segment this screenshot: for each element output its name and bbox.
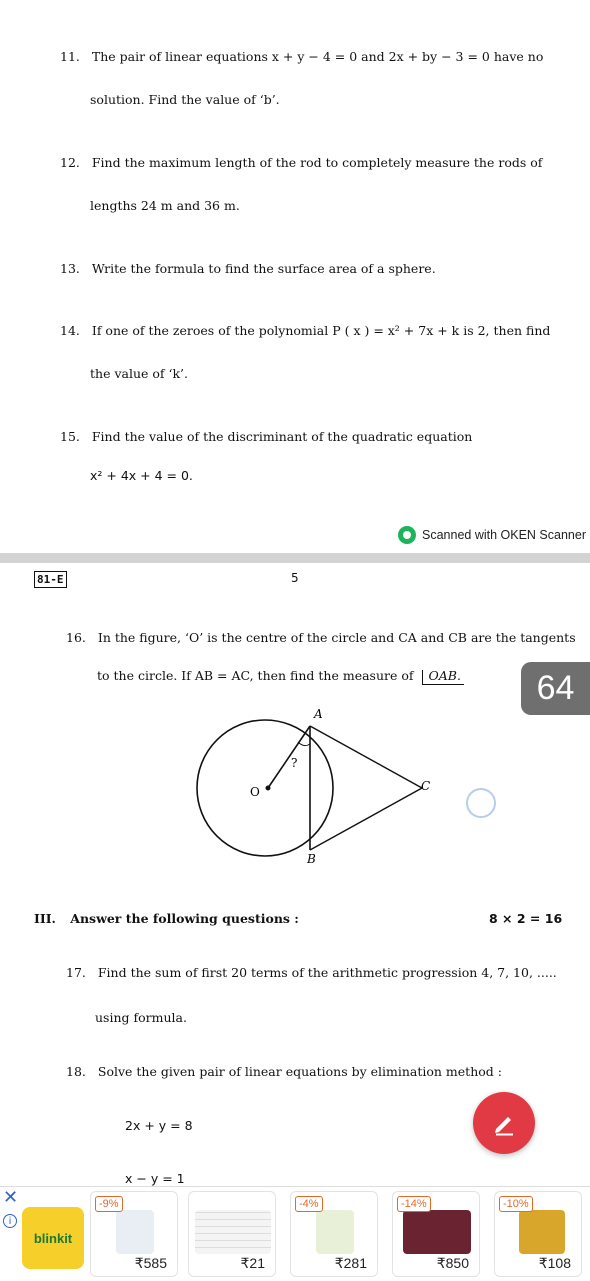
product-price: ₹850 <box>436 1255 469 1271</box>
ad-product-1[interactable] <box>90 1191 178 1277</box>
question-11-line1: The pair of linear equations x + y − 4 = 0 and 2x + by − 3 = 0 have no <box>91 49 544 64</box>
scanner-text: Scanned with OKEN Scanner <box>422 528 586 542</box>
page-number: 5 <box>291 571 299 585</box>
question-16-line1: In the figure, ‘O’ is the centre of the circle and CA and CB are the tangents <box>97 630 576 645</box>
ad-product-3[interactable] <box>290 1191 378 1277</box>
question-15-line1: Find the value of the discriminant of the quadratic equation <box>91 429 473 444</box>
ad-product-4[interactable] <box>392 1191 480 1277</box>
product-price: ₹585 <box>134 1255 167 1271</box>
question-14-line2: the value of ‘k’. <box>90 366 188 381</box>
page-separator <box>0 553 590 563</box>
angle-symbol-icon: OAB. <box>422 670 464 685</box>
question-18: 18. Solve the given pair of linear equations by elimination method : <box>66 1064 502 1079</box>
figure-label-question: ? <box>291 756 298 770</box>
pencil-icon <box>490 1109 518 1137</box>
figure-label-o: O <box>250 785 260 799</box>
question-13: 13. Write the formula to find the surface area of a sphere. <box>60 261 436 276</box>
product-price: ₹281 <box>334 1255 367 1271</box>
page-code: 81-E <box>34 571 67 588</box>
question-14: 14. If one of the zeroes of the polynomial P ( x ) = x² + 7x + k is 2, then find <box>60 323 551 338</box>
figure-label-a: A <box>314 707 323 721</box>
product-image <box>316 1210 354 1254</box>
section-heading <box>34 913 299 926</box>
product-image <box>519 1210 565 1254</box>
question-18-line1: Solve the given pair of linear equations by elimination method : <box>97 1064 502 1079</box>
discount-badge: -10% <box>499 1196 533 1212</box>
discount-badge: -14% <box>397 1196 431 1212</box>
question-15-equation: x² + 4x + 4 = 0. <box>90 468 193 483</box>
equation-2: x − y = 1 <box>125 1171 185 1186</box>
question-15: 15. Find the value of the discriminant of the quadratic equation <box>60 429 473 444</box>
ad-product-5[interactable] <box>494 1191 582 1277</box>
ad-product-2[interactable] <box>188 1191 276 1277</box>
section-roman: III. <box>34 911 56 926</box>
page-count-badge[interactable]: 64 <box>521 662 590 715</box>
question-16-line2: to the circle. If AB = AC, then find the measure of OAB. <box>97 670 464 685</box>
tangent-figure <box>180 700 440 870</box>
question-14-line1: If one of the zeroes of the polynomial P ( x ) = x² + 7x + k is 2, then find <box>91 323 551 338</box>
discount-badge: -9% <box>95 1196 123 1212</box>
ad-banner[interactable] <box>0 1186 590 1281</box>
question-16: 16. In the figure, ‘O’ is the centre of the circle and CA and CB are the tangents <box>66 630 576 645</box>
question-12-line2: lengths 24 m and 36 m. <box>90 198 240 213</box>
question-17-line2: using formula. <box>95 1010 187 1025</box>
annotation-circle-icon[interactable] <box>466 788 496 818</box>
question-12: 12. Find the maximum length of the rod to completely measure the rods of <box>60 155 543 170</box>
product-image <box>195 1210 271 1254</box>
figure-label-c: C <box>421 779 431 793</box>
question-11-line2: solution. Find the value of ‘b’. <box>90 92 280 107</box>
scanner-logo-icon <box>398 526 416 544</box>
figure-label-b: B <box>307 852 316 866</box>
section-marks: 8 × 2 = 16 <box>489 911 563 926</box>
question-17-line1: Find the sum of first 20 terms of the arithmetic progression 4, 7, 10, ..... <box>97 965 557 980</box>
section-title: Answer the following questions : <box>70 911 299 926</box>
scanner-watermark <box>398 526 586 544</box>
product-price: ₹108 <box>538 1255 571 1271</box>
ad-info-icon[interactable]: i <box>3 1214 17 1228</box>
product-image <box>116 1210 154 1254</box>
edit-fab-button[interactable] <box>473 1092 535 1154</box>
product-image <box>403 1210 471 1254</box>
equation-1: 2x + y = 8 <box>125 1118 193 1133</box>
question-17: 17. Find the sum of first 20 terms of the arithmetic progression 4, 7, 10, ..... <box>66 965 557 980</box>
ad-brand-logo[interactable]: blinkit <box>22 1207 84 1269</box>
question-13-line1: Write the formula to find the surface area of a sphere. <box>91 261 436 276</box>
question-12-line1: Find the maximum length of the rod to completely measure the rods of <box>91 155 543 170</box>
question-11: 11. The pair of linear equations x + y − 4 = 0 and 2x + by − 3 = 0 have no <box>60 49 544 64</box>
discount-badge: -4% <box>295 1196 323 1212</box>
ad-close-icon[interactable]: ✕ <box>3 1187 19 1208</box>
document-page-top <box>0 0 590 553</box>
product-price: ₹21 <box>240 1255 265 1271</box>
